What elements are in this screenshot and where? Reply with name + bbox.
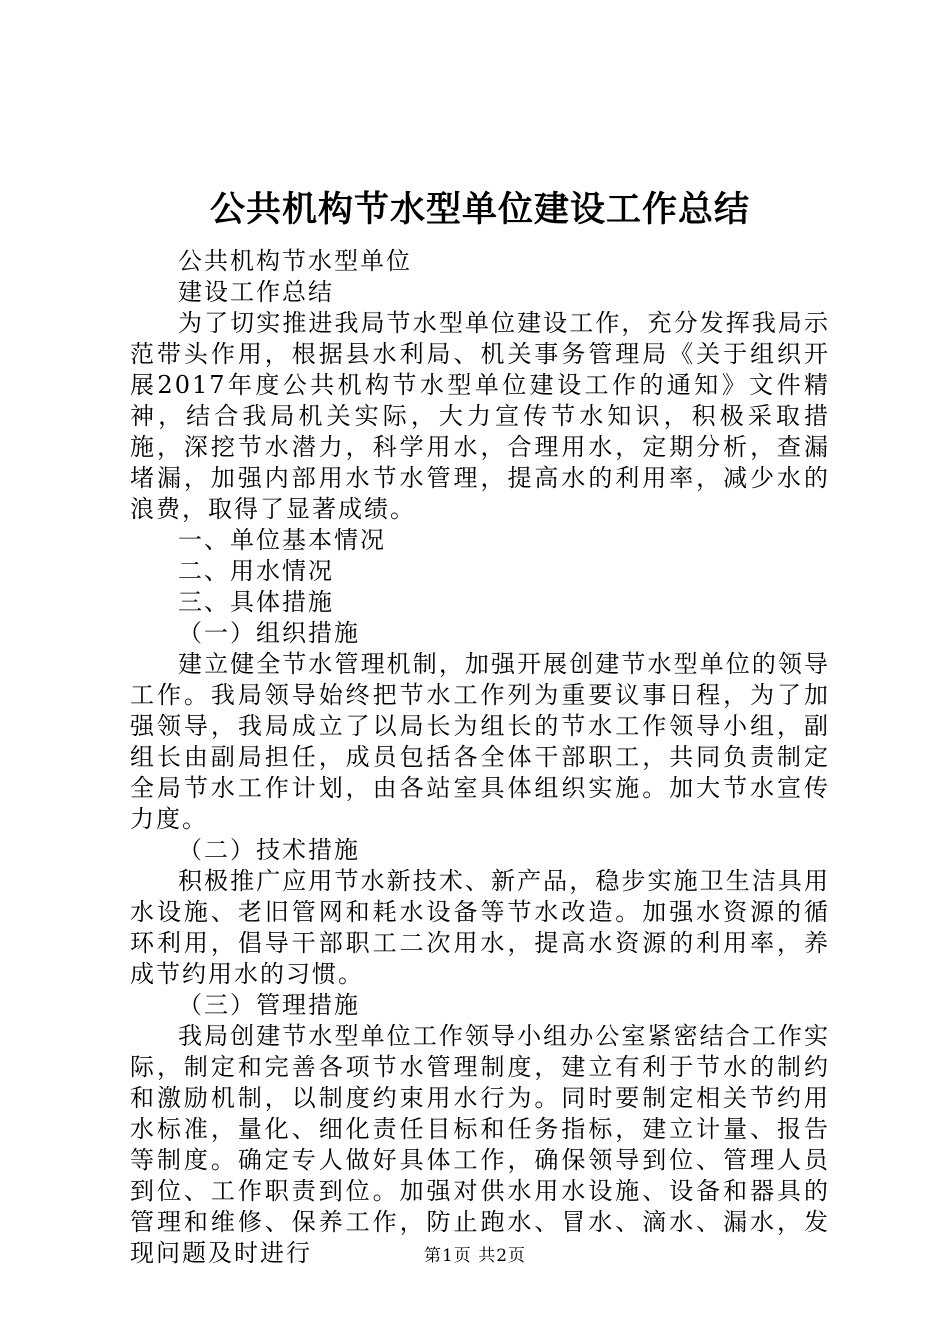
organization-paragraph: 建立健全节水管理机制，加强开展创建节水型单位的领导工作。我局领导始终把节水工作列为重要议事日程，为了加强领导，我局成立了以局长为组长的节水工作领导小组，副组长由副局担任，成员包括各全体干部职工，共同负责制定全局节水工作计划，由各站室具体组织实施。加大节水宣传力度。 xyxy=(130,650,830,833)
doc-subtitle-line-2: 建设工作总结 xyxy=(178,278,334,306)
management-paragraph: 我局创建节水型单位工作领导小组办公室紧密结合工作实际，制定和完善各项节水管理制度，建立有利于节水的制约和激励机制，以制度约束用水行为。同时要制定相关节约用水标准，量化、细化责任目标和任务指标，建立计量、报告等制度。确定专人做好具体工作，确保领导到位、管理人员到位、工作职责到位。加强对供水用水设施、设备和器具的管理和维修、保养工作，防止跑水、冒水、滴水、漏水，发现问题及时进行 xyxy=(130,1022,830,1267)
section-heading-2: 二、用水情况 xyxy=(178,557,334,585)
doc-subtitle-line-1: 公共机构节水型单位 xyxy=(178,247,412,275)
document-page xyxy=(130,186,830,1269)
document-title: 公共机构节水型单位建设工作总结 xyxy=(209,189,750,230)
technical-paragraph: 积极推广应用节水新技术、新产品，稳步实施卫生洁具用水设施、老旧管网和耗水设备等节水改造。加强水资源的循环利用，倡导干部职工二次用水，提高水资源的利用率，养成节约用水的习惯。 xyxy=(130,867,830,988)
page-footer: 第1页 共2页 xyxy=(423,1246,527,1266)
subsection-heading-1: （一）组织措施 xyxy=(178,619,360,647)
subsection-heading-2: （二）技术措施 xyxy=(178,836,360,864)
section-heading-3: 三、具体措施 xyxy=(178,588,334,616)
section-heading-1: 一、单位基本情况 xyxy=(178,526,386,554)
subsection-heading-3: （三）管理措施 xyxy=(178,991,360,1019)
intro-paragraph: 为了切实推进我局节水型单位建设工作，充分发挥我局示范带头作用，根据县水利局、机关事务管理局《关于组织开展2017年度公共机构节水型单位建设工作的通知》文件精神，结合我局机关实际，大力宣传节水知识，积极采取措施，深挖节水潜力，科学用水，合理用水，定期分析，查漏堵漏，加强内部用水节水管理，提高水的利用率，减少水的浪费，取得了显著成绩。 xyxy=(130,309,830,523)
